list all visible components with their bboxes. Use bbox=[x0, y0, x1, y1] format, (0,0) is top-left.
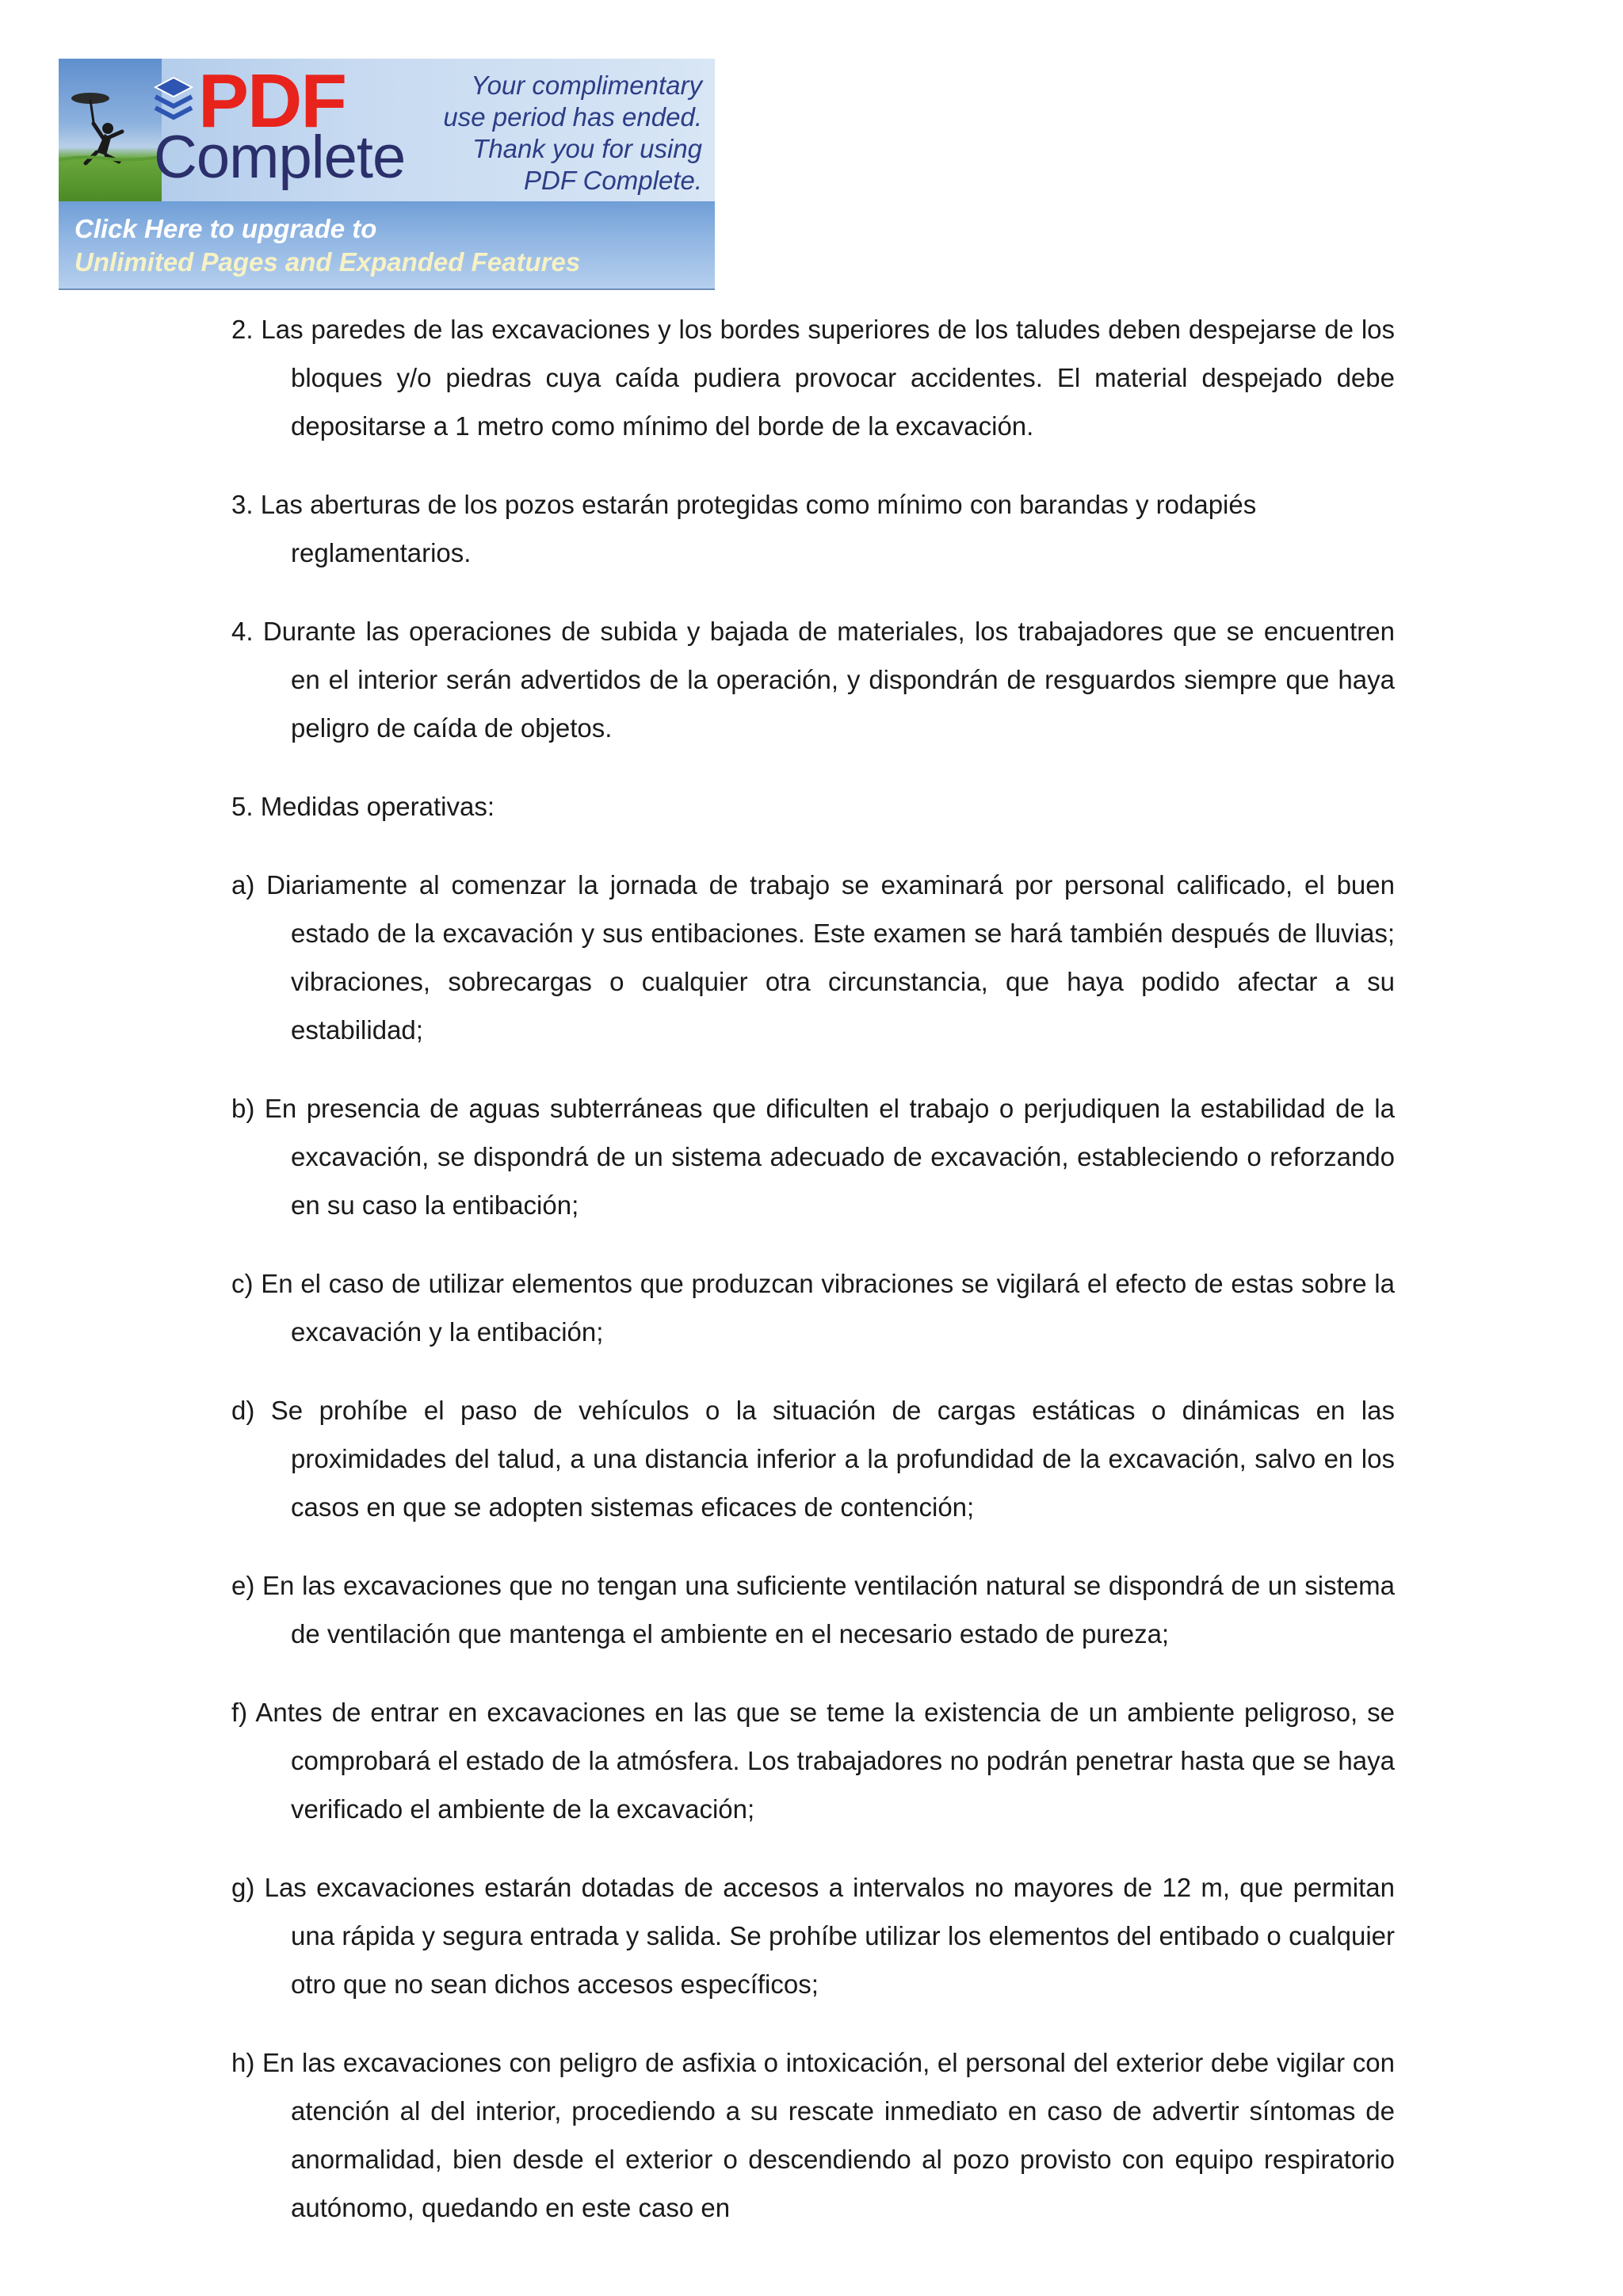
paragraph-item-5: 5. Medidas operativas: bbox=[231, 792, 495, 821]
notice-line: PDF Complete. bbox=[524, 166, 702, 195]
paragraph-item-b: b) En presencia de aguas subterráneas que dificulten el trabajo o perjudiquen la estabilidad de la excavación, se dispondrá de un sistema adecuado de excavación, estableciendo o reforzando en su caso la entibación; bbox=[231, 1094, 1395, 1220]
notice-line: Thank you for using bbox=[472, 134, 702, 163]
paragraph-item-4: 4. Durante las operaciones de subida y bajada de materiales, los trabajadores que se encuentren en el interior serán advertidos de la operación, y dispondrán de resguardos siempre que haya peligro de caída de objetos. bbox=[231, 617, 1395, 743]
paragraph-item-e: e) En las excavaciones que no tengan una suficiente ventilación natural se dispondrá de un sistema de ventilación que mantenga el ambiente en el necesario estado de pureza; bbox=[231, 1571, 1395, 1648]
jumping-person-photo bbox=[59, 59, 162, 201]
complete-logo-text: Complete bbox=[154, 124, 406, 191]
jumping-person-icon bbox=[59, 59, 162, 201]
pdf-logo-text: PDF bbox=[198, 59, 346, 143]
upgrade-link-area[interactable] bbox=[59, 201, 715, 290]
upgrade-link-line[interactable]: Click Here to upgrade to bbox=[74, 214, 377, 243]
upgrade-link[interactable] bbox=[74, 212, 708, 279]
paragraph-item-d: d) Se prohíbe el paso de vehículos o la situación de cargas estáticas o dinámicas en las proximidades del talud, a una distancia inferior a la profundidad de la excavación, salvo en los casos en que se adopten sistemas eficaces de contención; bbox=[231, 1396, 1395, 1522]
trial-ended-notice bbox=[401, 70, 702, 197]
paragraph-item-c: c) En el caso de utilizar elementos que produzcan vibraciones se vigilará el efecto de estas sobre la excavación y la entibación; bbox=[231, 1269, 1395, 1347]
banner-header bbox=[59, 59, 715, 201]
paragraph-item-2: 2. Las paredes de las excavaciones y los bordes superiores de los taludes deben despejarse de los bloques y/o piedras cuya caída pudiera provocar accidentes. El material despejado debe depositarse a 1 metro como mínimo del borde de la excavación. bbox=[231, 315, 1395, 441]
paragraph-item-f: f) Antes de entrar en excavaciones en las que se teme la existencia de un ambiente peligroso, se comprobará el estado de la atmósfera. Los trabajadores no podrán penetrar hasta que se haya verificado el ambiente de la excavación; bbox=[231, 1698, 1395, 1824]
layers-icon bbox=[152, 73, 195, 125]
document-body bbox=[231, 305, 1395, 2262]
upgrade-link-line[interactable]: Unlimited Pages and Expanded Features bbox=[74, 247, 581, 277]
notice-line: Your complimentary bbox=[471, 71, 702, 100]
paragraph-item-a: a) Diariamente al comenzar la jornada de trabajo se examinará por personal calificado, el buen estado de la excavación y sus entibaciones. Este examen se hará también después de lluvias; vibraciones, sobrecargas o cualquier otra circunstancia, que haya podido afectar a su estabilidad; bbox=[231, 870, 1395, 1045]
paragraph-item-h: h) En las excavaciones con peligro de asfixia o intoxicación, el personal del exterior debe vigilar con atención al del interior, procediendo a su rescate inmediato en caso de advertir síntomas de anormalidad, bien desde el exterior o descendiendo al pozo provisto con equipo respiratorio autónomo, quedando en este caso en bbox=[231, 2048, 1395, 2222]
paragraph-item-3: 3. Las aberturas de los pozos estarán protegidas como mínimo con barandas y rodapiés reglamentarios. bbox=[231, 490, 1257, 567]
paragraph-item-g: g) Las excavaciones estarán dotadas de accesos a intervalos no mayores de 12 m, que permitan una rápida y segura entrada y salida. Se prohíbe utilizar los elementos del entibado o cualquier otro que no sean dichos accesos específicos; bbox=[231, 1873, 1395, 1999]
notice-line: use period has ended. bbox=[443, 102, 702, 132]
upgrade-banner[interactable] bbox=[59, 59, 715, 288]
